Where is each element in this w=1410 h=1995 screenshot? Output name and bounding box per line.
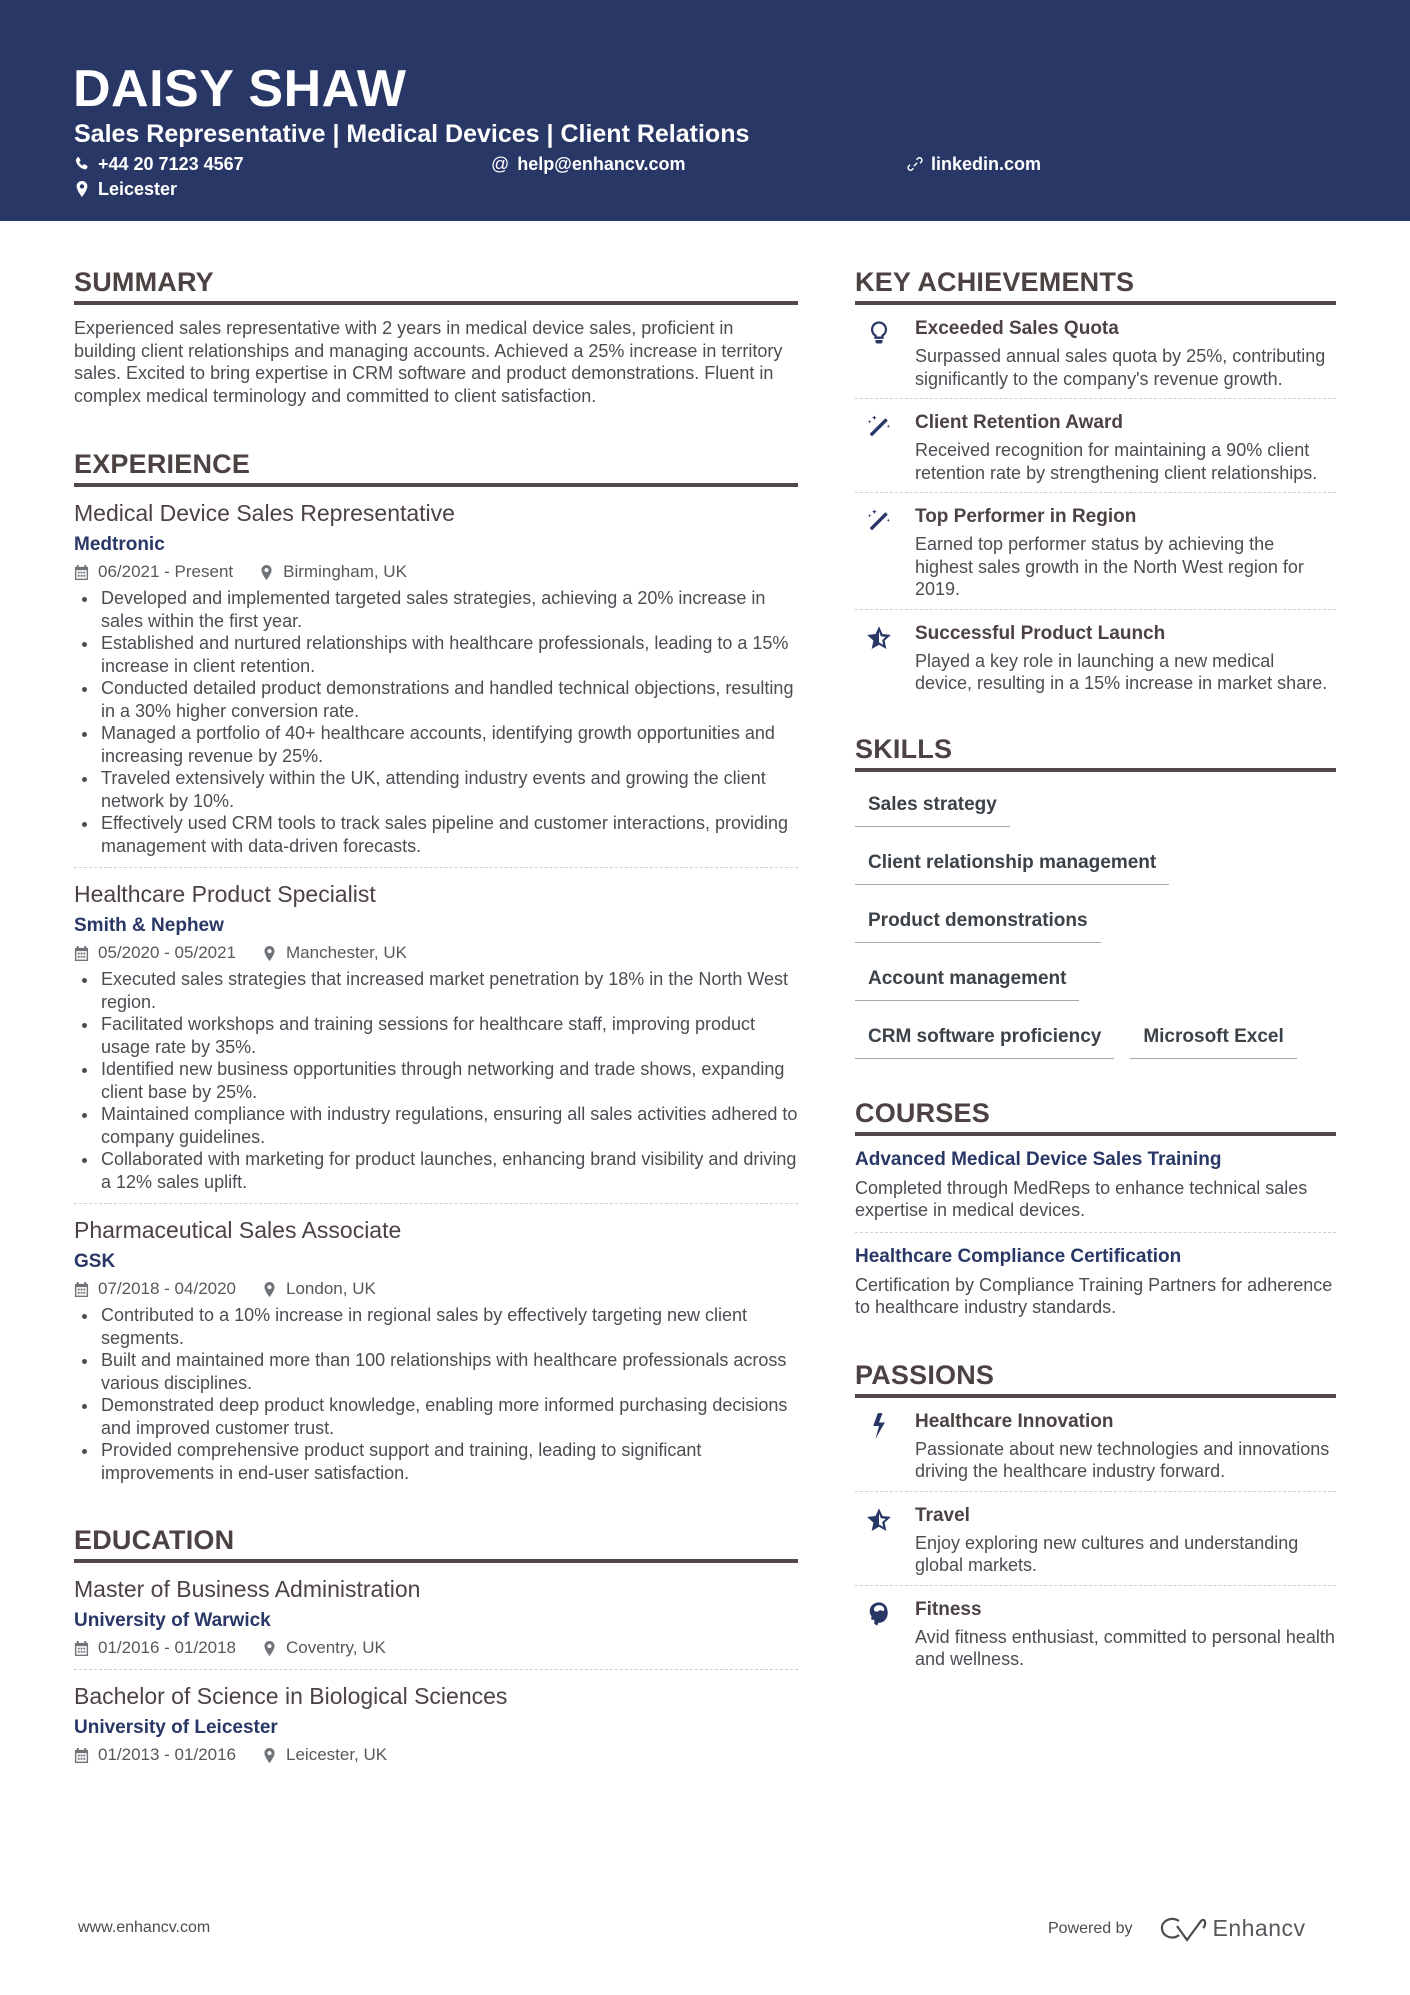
passion-item	[855, 1492, 1336, 1585]
education-meta	[74, 1637, 798, 1659]
job-bullet: Demonstrated deep product knowledge, enabling more informed purchasing decisions and improved customer trust.	[74, 1394, 798, 1439]
passion-desc: Passionate about new technologies and innovations driving the healthcare industry forward.	[915, 1438, 1330, 1481]
magic-wand-icon	[865, 507, 893, 535]
section-title-summary: SUMMARY	[74, 267, 214, 297]
education-dates: 01/2013 - 01/2016	[98, 1745, 237, 1764]
course-desc: Completed through MedReps to enhance technical sales expertise in medical devices.	[855, 1177, 1308, 1220]
calendar-icon	[74, 1641, 89, 1656]
job-bullet: Developed and implemented targeted sales strategies, achieving a 20% increase in sales within the first year.	[74, 587, 798, 632]
lightning-bolt-icon	[865, 1412, 893, 1440]
job-meta	[74, 942, 798, 964]
education-meta	[74, 1744, 798, 1766]
achievement-desc: Received recognition for maintaining a 90% client retention rate by strengthening client relationships.	[915, 440, 1318, 483]
job-bullets	[74, 1304, 798, 1484]
job-bullet: Effectively used CRM tools to track sales pipeline and customer interactions, providing management with data-driven forecasts.	[74, 812, 798, 857]
footer-branding	[1048, 1915, 1306, 1942]
contact-email[interactable]	[491, 153, 686, 175]
job-bullet: Provided comprehensive product support and training, leading to significant improvements in end-user satisfaction.	[74, 1439, 798, 1484]
job-bullets	[74, 587, 798, 857]
enhancv-brand: Enhancv	[1212, 1915, 1306, 1941]
job-location	[262, 942, 407, 964]
job-bullet: Collaborated with marketing for product launches, enhancing brand visibility and driving a 12% sales uplift.	[74, 1148, 798, 1193]
section-title-education: EDUCATION	[74, 1525, 235, 1555]
job-bullet: Traveled extensively within the UK, attending industry events and growing the client network by 10%.	[74, 767, 798, 812]
achievement-desc: Earned top performer status by achieving the highest sales growth in the North West region for 2019.	[915, 534, 1304, 599]
education-entry	[74, 1670, 798, 1766]
job-location	[259, 561, 407, 583]
job-bullet: Facilitated workshops and training sessions for healthcare staff, improving product usage rate by 35%.	[74, 1013, 798, 1058]
achievement-title: Client Retention Award	[915, 412, 1123, 433]
achievement-item	[855, 399, 1336, 492]
education-location	[262, 1744, 387, 1766]
education-dates: 01/2016 - 01/2018	[98, 1638, 237, 1657]
education-location-text: Leicester, UK	[286, 1745, 388, 1764]
job-bullets	[74, 968, 798, 1193]
education-section	[74, 1524, 798, 1766]
experience-entry	[74, 487, 798, 868]
skill-tag: CRM software proficiency	[855, 1013, 1114, 1059]
experience-entry	[74, 1204, 798, 1484]
right-column	[855, 266, 1336, 1679]
at-icon: @	[491, 154, 510, 174]
summary-text: Experienced sales representative with 2 years in medical device sales, proficient in building client relationships and managing accounts. Achieved a 25% increase in territory sales. Excited to bring expertise in CRM software and product demonstrations. Fluent in complex medical terminology and committed to client satisfaction.	[74, 318, 783, 406]
job-bullet: Executed sales strategies that increased market penetration by 18% in the North West region.	[74, 968, 798, 1013]
job-dates: 07/2018 - 04/2020	[98, 1279, 237, 1298]
job-bullet: Contributed to a 10% increase in regional sales by effectively targeting new client segments.	[74, 1304, 798, 1349]
skills-list	[855, 781, 1336, 1071]
skill-tag: Microsoft Excel	[1130, 1013, 1296, 1059]
star-icon	[865, 624, 893, 652]
course-title: Healthcare Compliance Certification	[855, 1245, 1182, 1267]
passion-item	[855, 1586, 1336, 1679]
contact-location	[74, 178, 177, 200]
passion-item	[855, 1398, 1336, 1491]
skill-tag: Client relationship management	[855, 839, 1169, 885]
achievements-section	[855, 266, 1336, 703]
calendar-icon	[74, 565, 89, 580]
summary-section	[74, 266, 798, 407]
section-title-achievements: KEY ACHIEVEMENTS	[855, 267, 1135, 297]
calendar-icon	[74, 1282, 89, 1297]
course-item	[855, 1233, 1336, 1319]
job-location-text: London, UK	[286, 1279, 376, 1298]
education-location	[262, 1637, 386, 1659]
education-location-text: Coventry, UK	[286, 1638, 386, 1657]
linkedin-text[interactable]: linkedin.com	[931, 154, 1042, 174]
passion-desc: Avid fitness enthusiast, committed to personal health and wellness.	[915, 1626, 1335, 1669]
experience-entry	[74, 868, 798, 1204]
job-bullet: Maintained compliance with industry regulations, ensuring all sales activities adhered to company guidelines.	[74, 1103, 798, 1148]
location-pin-icon	[262, 1748, 277, 1763]
job-title: Medical Device Sales Representative	[74, 500, 455, 526]
experience-section	[74, 448, 798, 1484]
star-icon	[865, 1506, 893, 1534]
location-pin-icon	[74, 181, 90, 197]
job-location-text: Birmingham, UK	[283, 562, 407, 581]
left-column	[74, 266, 798, 1766]
course-title: Advanced Medical Device Sales Training	[855, 1148, 1222, 1170]
company-name: GSK	[74, 1251, 116, 1272]
degree-title: Bachelor of Science in Biological Sciences	[74, 1683, 508, 1709]
skill-tag: Account management	[855, 955, 1079, 1001]
section-divider	[855, 768, 1336, 772]
link-icon	[907, 156, 923, 172]
enhancv-logo-icon	[1159, 1916, 1207, 1942]
job-bullet: Conducted detailed product demonstrations and handled technical objections, resulting in a 30% higher conversion rate.	[74, 677, 798, 722]
company-name: Medtronic	[74, 534, 165, 555]
passion-title: Healthcare Innovation	[915, 1410, 1114, 1432]
school-name: University of Leicester	[74, 1717, 278, 1738]
location-pin-icon	[259, 565, 274, 580]
achievement-title: Exceeded Sales Quota	[915, 318, 1119, 339]
location-pin-icon	[262, 1282, 277, 1297]
job-dates: 05/2020 - 05/2021	[98, 943, 237, 962]
job-bullet: Established and nurtured relationships with healthcare professionals, leading to a 15% increase in client retention.	[74, 632, 798, 677]
company-name: Smith & Nephew	[74, 915, 224, 936]
location-text: Leicester	[98, 179, 178, 199]
job-meta	[74, 561, 798, 583]
lightbulb-icon	[865, 319, 893, 347]
courses-section	[855, 1097, 1336, 1319]
achievement-desc: Surpassed annual sales quota by 25%, contributing significantly to the company's revenue growth.	[915, 346, 1326, 389]
location-pin-icon	[262, 1641, 277, 1656]
achievement-item	[855, 610, 1336, 703]
course-item	[855, 1136, 1336, 1233]
achievement-title: Top Performer in Region	[915, 506, 1137, 527]
passion-desc: Enjoy exploring new cultures and understanding global markets.	[915, 1532, 1299, 1575]
section-divider	[74, 301, 798, 305]
school-name: University of Warwick	[74, 1610, 271, 1631]
achievement-title: Successful Product Launch	[915, 622, 1166, 644]
achievement-item	[855, 305, 1336, 398]
job-title: Pharmaceutical Sales Associate	[74, 1217, 402, 1243]
achievement-desc: Played a key role in launching a new medical device, resulting in a 15% increase in market share.	[915, 650, 1328, 693]
section-title-skills: SKILLS	[855, 733, 953, 764]
passions-section	[855, 1359, 1336, 1679]
job-location	[262, 1278, 376, 1300]
candidate-headline: Sales Representative | Medical Devices | Client Relations	[74, 120, 750, 148]
degree-title: Master of Business Administration	[74, 1576, 421, 1602]
contact-linkedin[interactable]	[907, 153, 1041, 175]
section-title-passions: PASSIONS	[855, 1359, 995, 1390]
resume-header	[0, 0, 1410, 221]
course-desc: Certification by Compliance Training Partners for adherence to healthcare industry standards.	[855, 1274, 1333, 1317]
calendar-icon	[74, 1748, 89, 1763]
job-meta	[74, 1278, 798, 1300]
skill-tag: Product demonstrations	[855, 897, 1101, 943]
job-bullet: Identified new business opportunities through networking and trade shows, expanding client base by 25%.	[74, 1058, 798, 1103]
magic-wand-icon	[865, 413, 893, 441]
footer-website[interactable]: www.enhancv.com	[78, 1919, 211, 1936]
skills-section	[855, 733, 1336, 1071]
skill-tag: Sales strategy	[855, 781, 1010, 827]
job-bullet: Managed a portfolio of 40+ healthcare accounts, identifying growth opportunities and increasing revenue by 25%.	[74, 722, 798, 767]
head-brain-icon	[865, 1600, 893, 1628]
education-entry	[74, 1563, 798, 1670]
job-title: Healthcare Product Specialist	[74, 881, 376, 907]
phone-icon	[74, 156, 90, 172]
job-bullet: Built and maintained more than 100 relationships with healthcare professionals across various disciplines.	[74, 1349, 798, 1394]
job-location-text: Manchester, UK	[286, 943, 407, 962]
passion-title: Fitness	[915, 1598, 982, 1620]
contact-phone	[74, 153, 244, 175]
phone-text: +44 20 7123 4567	[98, 154, 244, 174]
passion-title: Travel	[915, 1504, 970, 1526]
location-pin-icon	[262, 946, 277, 961]
job-dates: 06/2021 - Present	[98, 562, 234, 581]
section-title-courses: COURSES	[855, 1097, 990, 1128]
candidate-name: DAISY SHAW	[73, 60, 407, 118]
calendar-icon	[74, 946, 89, 961]
achievement-item	[855, 493, 1336, 609]
powered-by-label: Powered by	[1048, 1919, 1133, 1937]
section-title-experience: EXPERIENCE	[74, 449, 251, 479]
email-text[interactable]: help@enhancv.com	[517, 154, 686, 174]
